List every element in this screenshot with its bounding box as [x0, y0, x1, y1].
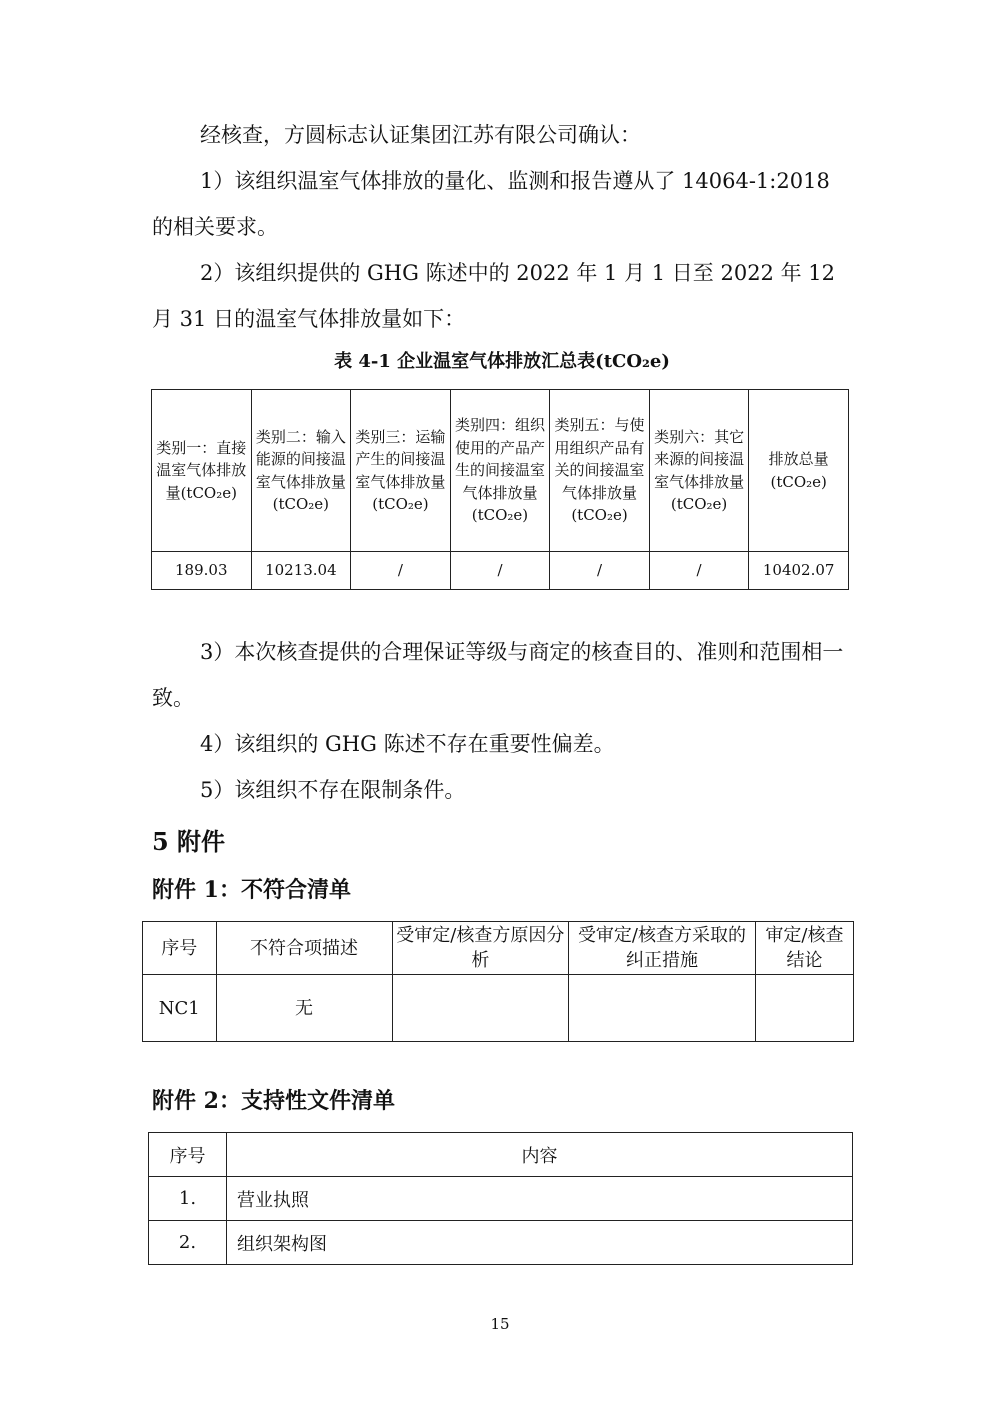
table2-header-cell: 受审定/核查方原因分析 — [392, 922, 568, 975]
point-4: 4）该组织的 GHG 陈述不存在重要性偏差。 — [200, 732, 615, 756]
table3-row-content: 营业执照 — [227, 1177, 853, 1221]
table1-header-cell: 类别三：运输产生的间接温室气体排放量(tCO₂e) — [351, 390, 451, 552]
table1-header-cell: 类别二：输入能源的间接温室气体排放量(tCO₂e) — [251, 390, 351, 552]
table1-header-cell: 排放总量(tCO₂e) — [749, 390, 849, 552]
point-1: 1）该组织温室气体排放的量化、监测和报告遵从了 14064-1:2018 的相关要求。 — [152, 169, 830, 239]
supporting-documents-table — [148, 1132, 853, 1265]
table1-value-cell: / — [450, 552, 550, 590]
table1-value-cell: 10213.04 — [251, 552, 351, 590]
table2-cell — [392, 975, 568, 1042]
table1-caption: 表 4-1 企业温室气体排放汇总表(tCO₂e) — [334, 351, 670, 372]
intro-paragraph: 经核查，方圆标志认证集团江苏有限公司确认： — [200, 123, 641, 147]
table2-header-cell: 序号 — [143, 922, 217, 975]
point-5: 5）该组织不存在限制条件。 — [200, 778, 466, 802]
table2-cell: NC1 — [143, 975, 217, 1042]
table1-header-cell: 类别一：直接温室气体排放量(tCO₂e) — [152, 390, 252, 552]
table1-value-cell: 189.03 — [152, 552, 252, 590]
annex-1-title: 附件 1：不符合清单 — [152, 877, 351, 903]
table2-header-cell: 审定/核查结论 — [755, 922, 853, 975]
table3-header-cell: 序号 — [149, 1133, 227, 1177]
table1-header-cell: 类别六：其它来源的间接温室气体排放量(tCO₂e) — [649, 390, 749, 552]
table2-cell — [755, 975, 853, 1042]
point-2: 2）该组织提供的 GHG 陈述中的 2022 年 1 月 1 日至 2022 年 12 月 31 日的温室气体排放量如下： — [152, 261, 835, 331]
table1-value-cell: / — [550, 552, 650, 590]
table1-header-cell: 类别五：与使用组织产品有关的间接温室气体排放量(tCO₂e) — [550, 390, 650, 552]
table3-row-number: 2. — [149, 1221, 227, 1265]
emissions-summary-table — [151, 389, 849, 590]
annex-2-title: 附件 2：支持性文件清单 — [152, 1088, 395, 1114]
table3-row-content: 组织架构图 — [227, 1221, 853, 1265]
table3-row-number: 1. — [149, 1177, 227, 1221]
table1-header-cell: 类别四：组织使用的产品产生的间接温室气体排放量(tCO₂e) — [450, 390, 550, 552]
table2-header-cell: 受审定/核查方采取的纠正措施 — [569, 922, 756, 975]
table2-cell — [569, 975, 756, 1042]
section-5-heading: 5 附件 — [152, 827, 226, 856]
table1-value-cell: / — [351, 552, 451, 590]
table2-header-cell: 不符合项描述 — [216, 922, 392, 975]
page-number: 15 — [490, 1315, 510, 1333]
table1-value-cell: 10402.07 — [749, 552, 849, 590]
table1-value-cell: / — [649, 552, 749, 590]
table3-header-cell: 内容 — [227, 1133, 853, 1177]
table2-cell: 无 — [216, 975, 392, 1042]
point-3: 3）本次核查提供的合理保证等级与商定的核查目的、准则和范围相一致。 — [152, 640, 844, 710]
nonconformity-table — [142, 921, 854, 1042]
